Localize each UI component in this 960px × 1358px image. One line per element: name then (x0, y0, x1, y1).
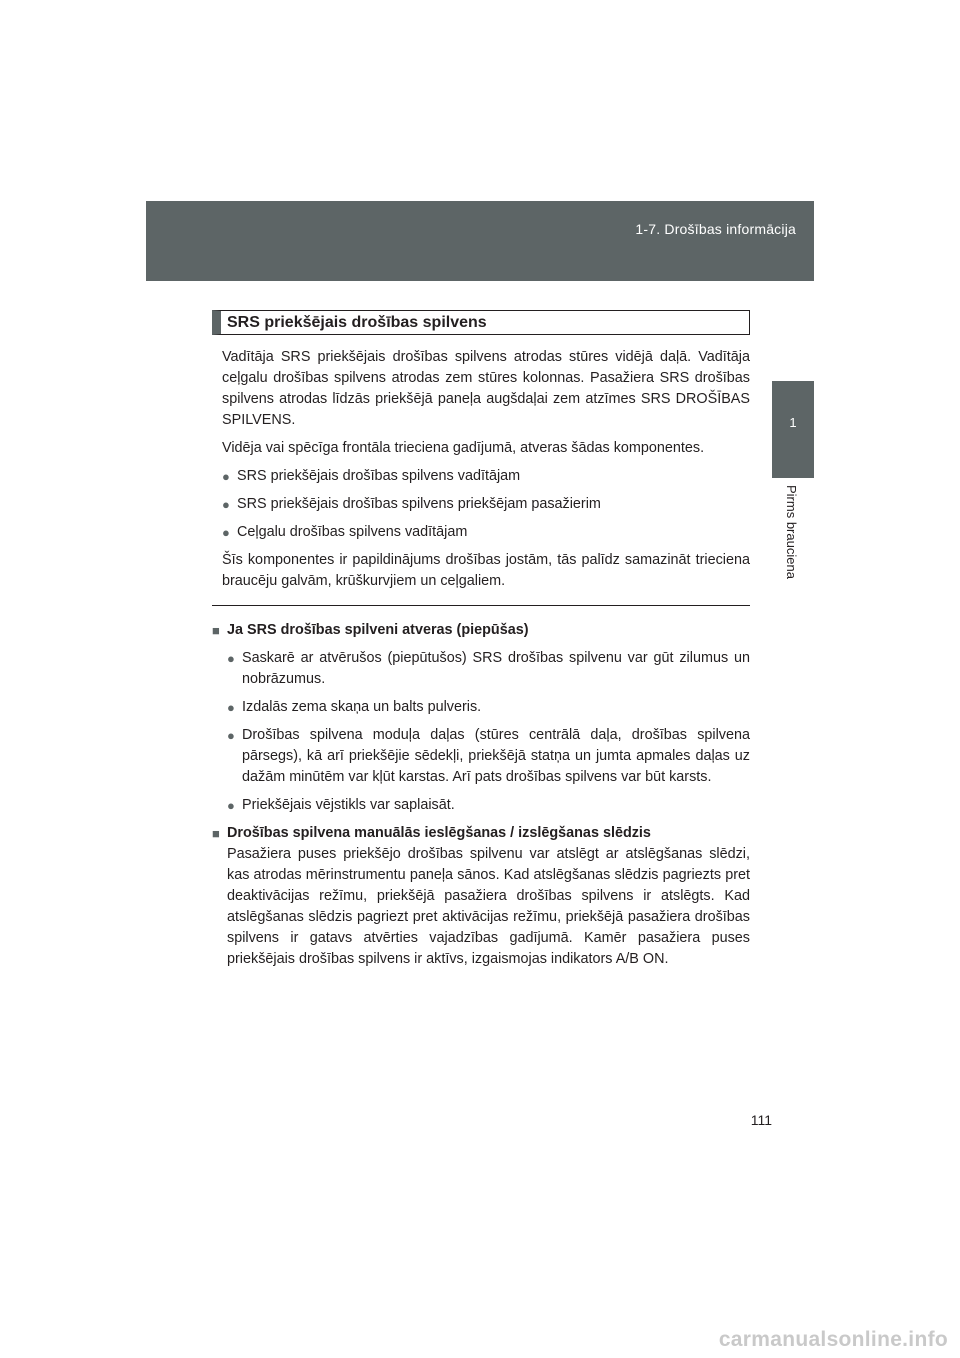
list-item: ● Priekšējais vējstikls var saplaisāt. (212, 795, 750, 816)
page-number: 111 (750, 1112, 772, 1128)
chapter-side-label-text: Pirms brauciena (784, 485, 799, 579)
watermark: carmanualsonline.info (718, 1328, 948, 1351)
page-content (212, 310, 750, 970)
list-item: ● SRS priekšējais drošības spilvens vadītājam (212, 466, 750, 487)
deploy-title: Ja SRS drošības spilveni atveras (piepūšas) (227, 622, 529, 638)
section-divider (212, 605, 750, 606)
bullet-dot-icon: ● (227, 651, 235, 666)
section-title: SRS priekšējais drošības spilvens (227, 313, 487, 331)
square-bullet-icon: ■ (212, 623, 220, 638)
bullet-dot-icon: ● (222, 525, 230, 540)
bullet-dot-icon: ● (227, 728, 235, 743)
chapter-tab (772, 381, 814, 478)
bullet-dot-icon: ● (222, 469, 230, 484)
header-band (146, 201, 814, 281)
bullet-dot-icon: ● (227, 700, 235, 715)
chapter-title: 1-7. Drošības informācija (635, 221, 796, 237)
list-item: ● Drošības spilvena moduļa daļas (stūres centrālā daļa, drošības spilvena pārsegs), kā arī priekšējie sēdekļi, priekšējā statņa un jumta apmales daļas uz dažām minūtēm var kļūt karstas. Arī pats drošības spilvens var būt karsts. (212, 725, 750, 788)
chapter-side-label (772, 485, 814, 579)
bullet-dot-icon: ● (222, 497, 230, 512)
switch-title: Drošības spilvena manuālās ieslēgšanas / izslēgšanas slēdzis (227, 825, 651, 841)
impact-paragraph: Vidēja vai spēcīga frontāla trieciena gadījumā, atveras šādas komponentes. (222, 440, 705, 456)
list-item: ● Saskarē ar atvērušos (piepūtušos) SRS drošības spilvenu var gūt zilumus un nobrāzumus. (212, 648, 750, 690)
square-bullet-icon: ■ (212, 826, 220, 841)
section-heading (212, 310, 750, 335)
intro-paragraph: Vadītāja SRS priekšējais drošības spilvens atrodas stūres vidējā daļā. Vadītāja ceļgalu drošības spilvens atrodas zem stūres kolonnas. Pasažiera SRS drošības spilvens atrodas līdzās priekšējā paneļa augšdaļai zem atzīmes SRS DROŠĪBAS SPILVENS. (222, 349, 750, 428)
switch-heading (212, 823, 750, 844)
list-item: ● Izdalās zema skaņa un balts pulveris. (212, 697, 750, 718)
chapter-tab-number: 1 (789, 415, 797, 430)
bullet-dot-icon: ● (227, 798, 235, 813)
switch-paragraph: Pasažiera puses priekšējo drošības spilvenu var atslēgt ar atslēgšanas slēdzi, kas atrodas mērinstrumentu paneļa sānos. Kad atslēgšanas slēdzis pagriezts pret deaktivācijas režīmu, priekšējā pasažiera drošības spilvens ir atslēgts. Kad atslēgšanas slēdzis pagriezt pret aktivācijas režīmu, priekšējā pasažiera drošības spilvens ir gatavs atvērties vajadzības gadījumā. Kamēr pasažiera puses priekšējais drošības spilvens ir aktīvs, izgaismojas indikators A/B ON. (227, 846, 750, 967)
deploy-heading (212, 620, 750, 641)
list-item: ● SRS priekšējais drošības spilvens priekšējam pasažierim (212, 494, 750, 515)
closing-paragraph: Šīs komponentes ir papildinājums drošības jostām, tās palīdz samazināt trieciena braucēju galvām, krūškurvjiem un ceļgaliem. (222, 552, 750, 589)
list-item: ● Ceļgalu drošības spilvens vadītājam (212, 522, 750, 543)
